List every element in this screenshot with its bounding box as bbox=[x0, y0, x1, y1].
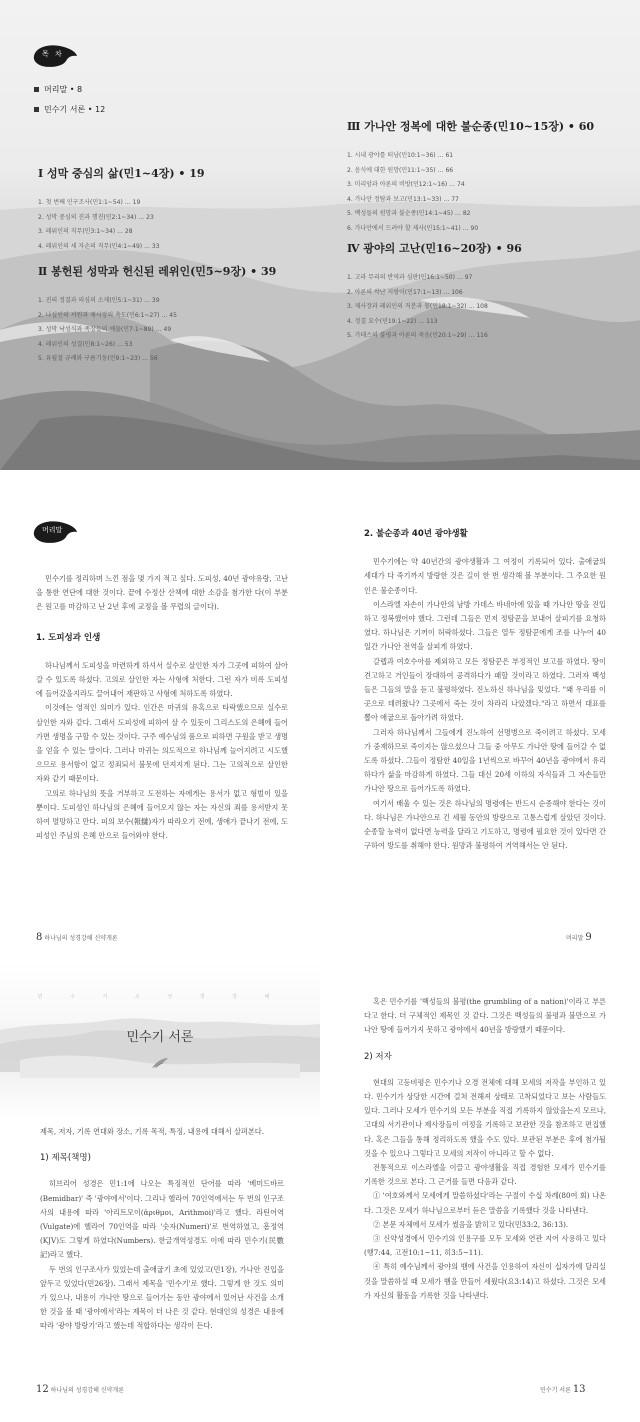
toc-entry[interactable]: 1. 첫 번째 인구조사(민1:1~54) … 19 bbox=[38, 199, 141, 206]
body-paragraph: 히브리어 성경은 민1:1에 나오는 특징적인 단어를 따라 '베미드바르(Bemidbar)' 즉 '광야에서'이다. 그리나 헬라어 70인역에서는 두 번의 인구조사의 내용에 따라 '아리트모이(ἀριθμοι, Arithmoi)'라고 했다. 라틴어역(Vulgate)에 헬라어 70인역을 따라 '숫자(Numeri)'로 번역하였고, 흠정역(KJV)도 그렇게 하였다(Numbers). 한글개역성경도 이에 따라 민수기(民數記)라고 했다. bbox=[40, 1179, 284, 1260]
body-paragraph: 민수기에는 약 40년간의 광야생활과 그 여정이 기록되어 있다. 출애굽의 세대가 다 죽기까지 방랑한 것은 길이 한 번 생각해 볼 부분이다. 그 주요한 원인은 불순종이다. bbox=[364, 557, 606, 595]
toc-entry[interactable]: 1. 시내 광야를 떠남(민10:1~36) … 61 bbox=[347, 152, 454, 159]
page-13-body bbox=[364, 995, 606, 1303]
page-number: 13 bbox=[572, 1384, 586, 1395]
toc-tab-label: 목 차 bbox=[42, 50, 64, 58]
toc-section-1 bbox=[38, 165, 205, 255]
toc-entry[interactable]: 4. 레위인의 세 자손의 직무(민4:1~49) … 33 bbox=[38, 242, 160, 250]
page-number: 12 bbox=[36, 1384, 49, 1395]
body-paragraph: 두 번의 인구조사가 있었는데 출애굽기 초에 있었고(민1장), 가나안 진입을 앞두고 있었다(민26장). 그래서 제목을 '민수기'로 했다. 그렇게 한 것도 의미가 있으나, 내용이 가나안 땅으로 들어가는 동안 광야에서 있어난 사건을 소개한 것을 볼 때 '광야에서'라는 제목이 더 나은 것 같다. 현대인의 성경은 내용에 따라 '광야 방랑기'라고 했는데 적합하다는 생각이 든다. bbox=[40, 1264, 284, 1331]
body-paragraph: 이스라엘 자손이 가나안의 남방 가데스 바네아에 있을 때 가나안 땅을 진입하고 정복했어야 했다. 그런데 그들은 먼저 정탐꾼을 보내어 살피기를 요청하였다. 하나님은 기꺼이 허락하셨다. 그들은 열두 정탐꾼에게 조를 나누어 40일간 가나안 전역을 살피게 하였다. bbox=[364, 599, 606, 652]
toc-entry[interactable]: 4. 레위인의 성결(민8:1~26) … 53 bbox=[38, 340, 133, 348]
toc-entry[interactable]: 4. 정결 요수(민19:1~22) … 113 bbox=[347, 317, 438, 325]
list-item: ③ 신약성경에서 민수기의 인용구를 모두 모세와 연관 지어 사용하고 있다(행7:44, 고전10:1~11, 히3:5~11). bbox=[364, 1234, 606, 1258]
page-12-folio bbox=[36, 1384, 124, 1395]
page-9-folio bbox=[566, 932, 592, 943]
decorative-caption: 민 수 기 소 성 경 강 해 bbox=[37, 994, 283, 1000]
front-matter-list bbox=[34, 84, 105, 124]
toc-entry[interactable]: 6. 가나안에서 드려야 할 제사(민15:1~41) … 90 bbox=[347, 224, 479, 232]
section-title-name: 1) 제목(책명) bbox=[40, 1153, 91, 1164]
toc-entry[interactable]: 1. 고라 무리의 반역과 심판(민16:1~50) … 97 bbox=[347, 274, 473, 281]
toc-entry[interactable]: 3. 미리암과 아론의 비방(민12:1~16) … 74 bbox=[347, 181, 465, 188]
toc-entry[interactable]: 3. 성막 낙성식과 족장들의 예물(민7:1~89) … 49 bbox=[38, 326, 172, 333]
body-paragraph: 이것에는 영적인 의미가 있다. 인간은 마귀의 유혹으로 타락했으므로 실수로 살인한 자와 같다. 그래서 도피성에 피하여 살 수 있듯이 그리스도의 은혜에 들어가면 생명을 구할 수 있는 것이다. 구주 예수님의 품으로 피하면 구원을 받고 생명을 얻을 수 있는 말이다. 그러나 마귀는 의도적으로 하나님께 늘어지려고 시도했으므로 용서함이 없고 정죄되서 불못에 던져지게 된다. 그는 고의적으로 살인한 자와 같기 때문이다. bbox=[36, 703, 288, 784]
toc-section-heading[interactable]: Ⅳ 광야의 고난(민16~20장) • 96 bbox=[347, 242, 522, 255]
running-title: 하나님의 성경강해 신약개론 bbox=[50, 1387, 125, 1394]
body-paragraph: 그러자 하나님께서 그들에게 진노하여 선명병으로 죽이려고 하셨다. 모세가 중재하므로 죽이지는 않으셨으나 그들 중 아무도 가나안 땅에 들어갈 수 없도록 하셨다. 그들이 정탐한 40일을 1년씩으로 바꾸어 40년을 광야에서 유리하다가 삶을 마감하게 하였다. 그들 대신 20세 이하의 자식들과 그 자손들만 가나안 땅으로 들어가도록 하였다. bbox=[364, 727, 606, 794]
toc-entry[interactable]: 2. 음식에 대한 원망(민11:1~35) … 66 bbox=[347, 166, 454, 174]
chapter-title: 민수기 서론 bbox=[126, 1030, 194, 1045]
page-title bbox=[0, 1026, 320, 1045]
toc-entry[interactable]: 5. 백성들의 원망과 불순종(민14:1~45) … 82 bbox=[347, 210, 471, 217]
toc-entry[interactable]: 5. 가데스의 불평과 아론의 죽음(민20:1~29) … 116 bbox=[347, 332, 488, 339]
toc-entry[interactable]: 2. 아론의 싹난 지팡이(민17:1~13) … 106 bbox=[347, 288, 463, 296]
toc-page bbox=[0, 0, 640, 470]
preface-tab-label: 머리말 bbox=[42, 526, 63, 534]
page-13-folio bbox=[540, 1384, 586, 1395]
lead-paragraph: 혹은 민수기를 '백성들의 불평(the grumbling of a nation)'이라고 부른다고 한다. 더 구체적인 제목인 것 같다. 그것은 백성들의 불평과 불만으로 가나안 땅에 들어가지 못하고 광야에서 40년을 방랑했기 때문이다. bbox=[364, 997, 606, 1035]
page-9-body bbox=[364, 527, 606, 853]
front-item-preface[interactable]: 머리말 • 8 bbox=[34, 84, 105, 95]
list-item: ④ 특히 예수님께서 광야의 뱀에 사건을 인용하여 자신이 십자가에 달리실 것을 말씀하실 때 모세가 뱀을 만들어 세웠다(요3:14)고 하셨다. 그것은 모세가 자신의 활동을 기록한 것을 나타낸다. bbox=[364, 1262, 606, 1300]
toc-section-3 bbox=[347, 118, 594, 237]
toc-entry[interactable]: 4. 가나안 정탐과 보고(민13:1~33) … 77 bbox=[347, 195, 459, 203]
leaf-ornament-icon bbox=[150, 1056, 170, 1070]
body-paragraph: 현대의 고등비평은 민수기나 오경 전체에 대해 모세의 저작을 부인하고 있다. 민수기가 상당한 시간에 걸쳐 전해져 상태로 고착되었다고 보는 사람들도 있다. 그러나 모세가 민수기의 모든 부분을 직접 기록하지 않았을는지 모르나, 고대의 서기관이나 제사장들이 여정을 기록하고 보관한 것을 참조하고 편집했다. 혹은 그들을 통해 정리하도록 했을 수도 있다. 보관된 부분은 후에 첨가될 것을 수 있으나 그렇다고 모세의 저작이 아니라고 할 수 없다. bbox=[364, 1077, 606, 1158]
running-title: 머리말 bbox=[566, 935, 584, 942]
list-item: ① '여호와께서 모세에게 말씀하셨다'라는 구절이 수십 차례(80여 회) 나온다. 그것은 모세가 하나님으로부터 듣은 말씀을 기록했다 것을 나타낸다. bbox=[364, 1191, 606, 1215]
body-paragraph: 갈렙과 여호수아를 제외하고 모든 정탐꾼은 부정적인 보고를 하였다. 땅이 견고하고 거인들이 장대하여 공격하다가 패할 것이라고 하였다. 그러자 백성들은 그들의 말을 듣고 불평하였다. 진노하신 하나님을 잊었다. "왜 우리를 이곳으로 데려왔나? 그곳에서 죽는 것이 차라리 나았겠다."라고 하면서 대표를 뽑아 애굽으로 돌아가려 하였다. bbox=[364, 656, 606, 723]
running-title: 민수기 서론 bbox=[540, 1387, 571, 1394]
front-item-intro[interactable]: 민수기 서론 • 12 bbox=[34, 104, 105, 115]
preface-intro: 민수기를 정리하며 느낀 점을 몇 가지 적고 싶다. 도피성, 40년 광야유랑, 고난을 통한 연단에 대한 것이다. 끝에 수정산 산책에 대한 소감을 첨가한 다(이 부분은 원고를 마감하고 난 2년 후에 교정을 볼 무렵의 글이다). bbox=[36, 574, 288, 612]
section-title-refuge: 1. 도피성과 인생 bbox=[36, 632, 101, 643]
page-number: 9 bbox=[585, 932, 592, 943]
toc-entry[interactable]: 3. 레위인의 직무(민3:1~34) … 28 bbox=[38, 228, 133, 235]
section-title-disobedience: 2. 불순종과 40년 광야생활 bbox=[364, 529, 468, 539]
toc-entry[interactable]: 3. 제사장과 레위인의 직분과 몫(민18:1~32) … 108 bbox=[347, 303, 488, 310]
page-number: 8 bbox=[36, 932, 43, 943]
toc-section-4 bbox=[347, 240, 522, 345]
body-paragraph: 여기서 배울 수 있는 것은 하나님의 명령에는 반드시 순종해야 한다는 것이다. 하나님은 가나안으로 긴 세월 동안의 방랑으로 고통스럽게 살았던 것이다. 순종할 능력이 없다면 능력을 달라고 기도하고, 명령에 필요한 것이 있다면 간구하여 방도를 취해야 한다. 원망과 불평하여 거역해서는 안 된다. bbox=[364, 798, 606, 851]
section-title-author: 2) 저자 bbox=[364, 1051, 392, 1062]
body-paragraph: 전통적으로 이스라엘을 이끌고 광야생활을 직접 경험한 모세가 민수기를 기록한 것으로 본다. 그 근거를 들면 다음과 같다. bbox=[364, 1163, 606, 1187]
toc-entry[interactable]: 5. 유월절 규례와 구름기둥(민9:1~23) … 56 bbox=[38, 355, 158, 362]
intro-summary: 제목, 저자, 기록 연대와 장소, 기록 목적, 특징, 내용에 대해서 살펴본다. bbox=[40, 1127, 265, 1136]
page-8-folio bbox=[36, 932, 118, 943]
toc-entry[interactable]: 2. 성막 중심의 진과 행진(민2:1~34) … 23 bbox=[38, 213, 154, 221]
running-title: 하나님의 성경강해 신약개론 bbox=[44, 935, 118, 942]
body-paragraph: 고의로 하나님의 뜻을 거부하고 도전하는 자에게는 용서가 없고 형벌이 있을 뿐이다. 도피성인 하나님의 은혜에 들어오지 않는 자는 자신의 죄를 용서받지 못하여 멸망하고 만다. 피의 보수(報讎)자가 따라오기 전에, 생애가 끝나기 전에, 도피성인 주님의 은혜 안으로 들어와야 한다. bbox=[36, 788, 288, 841]
toc-entry[interactable]: 1. 진의 정결과 의심의 소제(민5:1~31) … 39 bbox=[38, 297, 160, 304]
page-8-body bbox=[36, 572, 288, 843]
toc-entry[interactable]: 2. 나실인의 서원과 제사장의 축도(민6:1~27) … 45 bbox=[38, 311, 177, 319]
toc-section-heading[interactable]: Ⅰ 성막 중심의 삶(민1~4장) • 19 bbox=[38, 167, 205, 180]
toc-tab-badge bbox=[32, 42, 78, 74]
body-paragraph: 하나님께서 도피성을 마련하게 하셔서 실수로 살인한 자가 그곳에 피하여 살아갈 수 있도록 하셨다. 고의로 살인한 자는 사형에 처한다. 그런 자가 비록 도피성에 들어갔을지라도 끌어내어 재판하고 사형에 처하도록 하였다. bbox=[36, 660, 288, 699]
toc-section-heading[interactable]: Ⅱ 봉헌된 성막과 헌신된 레위인(민5~9장) • 39 bbox=[38, 265, 277, 278]
toc-section-heading[interactable]: Ⅲ 가나안 정복에 대한 불순종(민10~15장) • 60 bbox=[347, 120, 595, 133]
toc-section-2 bbox=[38, 263, 276, 368]
list-item: ② 본문 자체에서 모세가 썼음을 밝히고 있다(민33:2, 36:13). bbox=[373, 1219, 569, 1229]
page-12-body bbox=[40, 1125, 284, 1334]
preface-tab-badge bbox=[32, 518, 78, 550]
